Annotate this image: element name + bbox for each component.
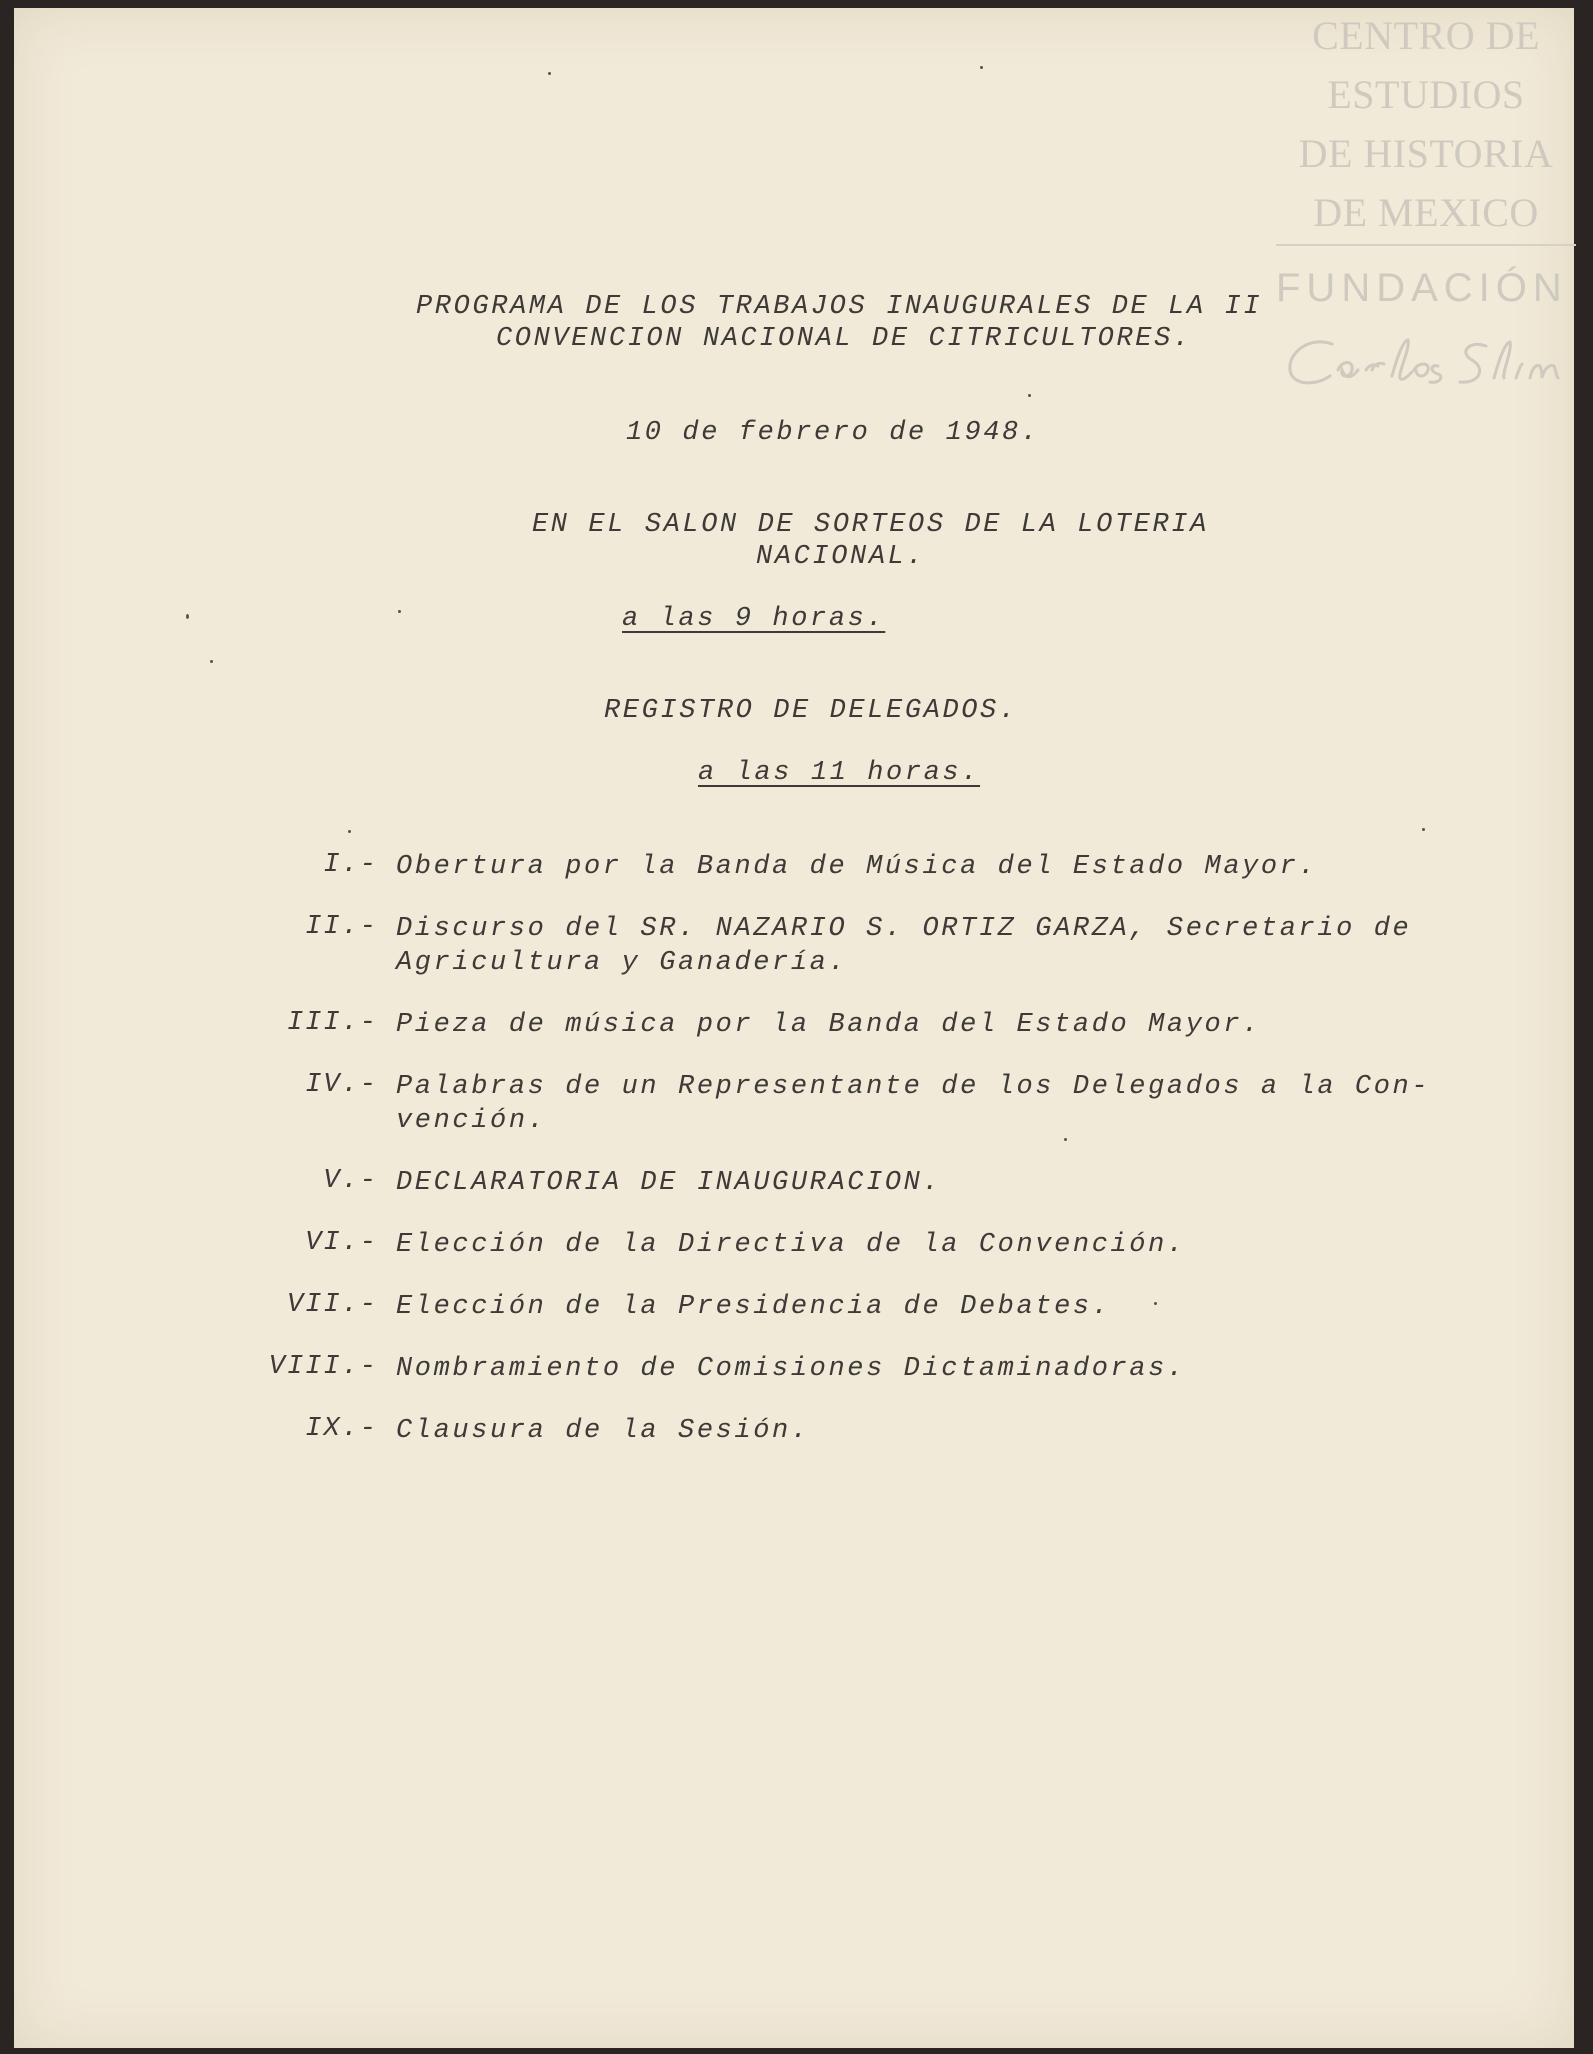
agenda-number: III.- bbox=[286, 1008, 378, 1038]
paper-speck bbox=[210, 660, 213, 663]
watermark-line: DE HISTORIA bbox=[1298, 131, 1554, 176]
watermark-line: ESTUDIOS bbox=[1327, 72, 1525, 117]
agenda-number: VII.- bbox=[286, 1290, 378, 1320]
archive-watermark bbox=[1276, 6, 1576, 310]
paper-speck bbox=[348, 830, 351, 833]
agenda-item-text: Elección de la Presidencia de Debates. bbox=[396, 1292, 1111, 1322]
paper-speck bbox=[1028, 394, 1031, 397]
agenda-item-text: Obertura por la Banda de Música del Estado Mayor. bbox=[396, 852, 1318, 882]
agenda-number: VIII.- bbox=[268, 1352, 378, 1382]
time-eleven: a las 11 horas. bbox=[698, 758, 981, 788]
agenda-item-text: Pieza de música por la Banda del Estado Mayor. bbox=[396, 1010, 1261, 1040]
agenda-number: V.- bbox=[323, 1166, 378, 1196]
agenda-item-text: Palabras de un Representante de los Delegados a la Con- bbox=[396, 1072, 1431, 1102]
agenda-item-text-continued: vención. bbox=[396, 1106, 547, 1136]
registration-heading: REGISTRO DE DELEGADOS. bbox=[604, 696, 1018, 726]
watermark-line: CENTRO DE bbox=[1312, 13, 1540, 58]
paper-speck bbox=[1422, 828, 1425, 831]
paper-speck bbox=[980, 66, 983, 69]
agenda-number: VI.- bbox=[305, 1228, 378, 1258]
agenda-item-text: Clausura de la Sesión. bbox=[396, 1416, 810, 1446]
agenda-number: II.- bbox=[305, 912, 378, 942]
agenda-number: I.- bbox=[323, 850, 378, 880]
venue-line-1: EN EL SALON DE SORTEOS DE LA LOTERIA bbox=[532, 510, 1209, 540]
venue-line-2: NACIONAL. bbox=[756, 542, 926, 572]
document-date: 10 de febrero de 1948. bbox=[626, 418, 1040, 448]
watermark-line: DE MEXICO bbox=[1313, 190, 1539, 235]
agenda-number: IX.- bbox=[305, 1414, 378, 1444]
paper-speck bbox=[186, 614, 189, 619]
paper-speck bbox=[1064, 1138, 1067, 1141]
title-line-2: CONVENCION NACIONAL DE CITRICULTORES. bbox=[496, 324, 1192, 354]
agenda-item-text-continued: Agricultura y Ganadería. bbox=[396, 948, 848, 978]
signature-logo bbox=[1280, 326, 1580, 396]
paper-speck bbox=[548, 72, 551, 75]
agenda-number: IV.- bbox=[305, 1070, 378, 1100]
watermark-divider bbox=[1276, 244, 1576, 246]
agenda-item-text: Discurso del SR. NAZARIO S. ORTIZ GARZA, Secretario de bbox=[396, 914, 1412, 944]
agenda-item-text: DECLARATORIA DE INAUGURACION. bbox=[396, 1168, 942, 1198]
agenda-item-text: Elección de la Directiva de la Convención. bbox=[396, 1230, 1186, 1260]
paper-speck bbox=[1154, 1302, 1157, 1305]
agenda-item-text: Nombramiento de Comisiones Dictaminadoras. bbox=[396, 1354, 1186, 1384]
title-line-1: PROGRAMA DE LOS TRABAJOS INAUGURALES DE LA II bbox=[416, 292, 1263, 322]
watermark-foundation: FUNDACIÓN bbox=[1276, 266, 1568, 310]
paper-speck bbox=[398, 610, 401, 613]
time-nine: a las 9 horas. bbox=[622, 604, 886, 634]
